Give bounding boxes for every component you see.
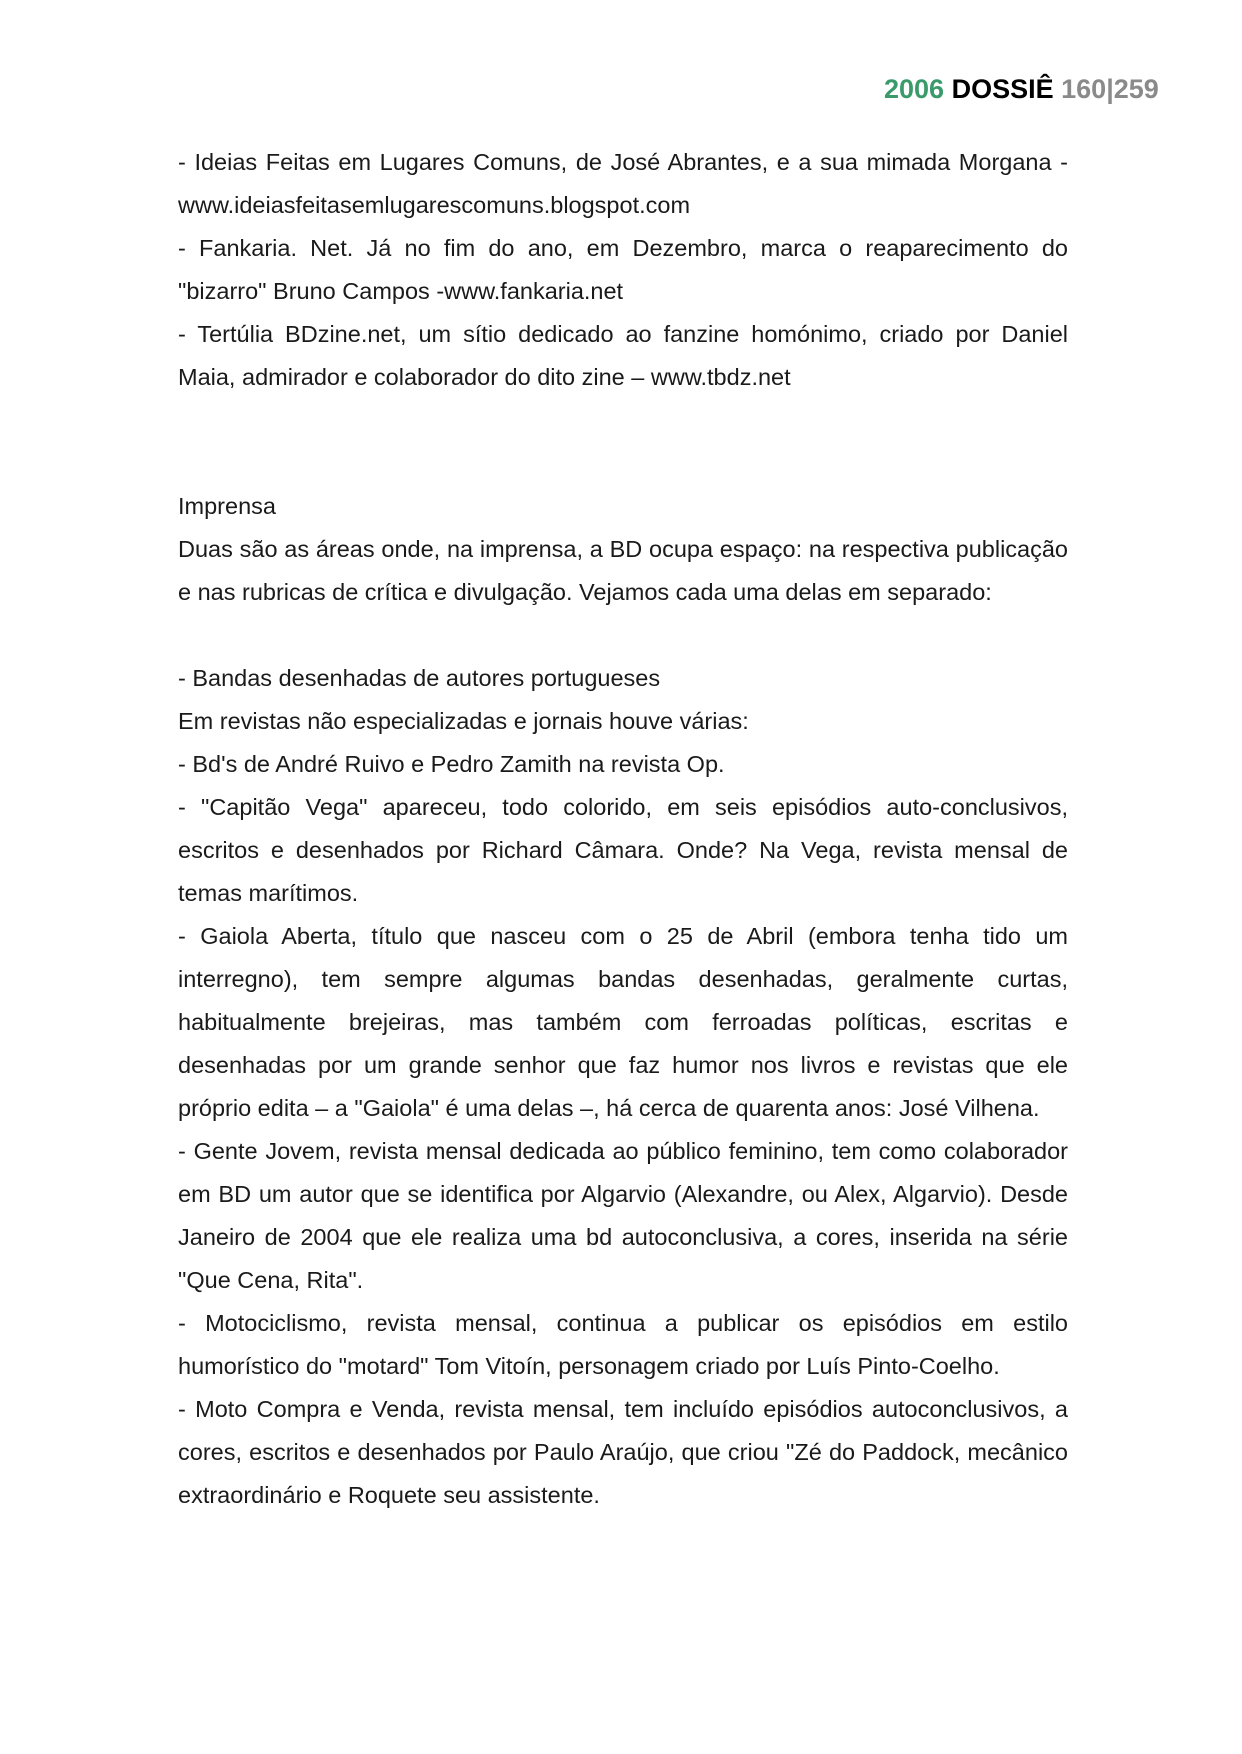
paragraph: - Motociclismo, revista mensal, continua a publicar os episódios em estilo humorístico do "motard" Tom Vitoín, personagem criado por Luís Pinto-Coelho. [178,1310,1068,1379]
paragraph: - Moto Compra e Venda, revista mensal, tem incluído episódios autoconclusivos, a cores, escritos e desenhados por Paulo Araújo, que criou "Zé do Paddock, mecânico extraordinário e Roquete seu assistente. [178,1396,1068,1508]
paragraph: - Bandas desenhadas de autores portugueses [178,665,661,691]
section-title: Imprensa [178,493,276,519]
header-page-number: 160|259 [1061,74,1159,104]
header-year: 2006 [884,74,945,104]
paragraph: - Gaiola Aberta, título que nasceu com o 25 de Abril (embora tenha tido um interregno), tem sempre algumas bandas desenhadas, geralmente curtas, habitualmente brejeiras, mas também com ferroadas políticas, escritas e desenhadas por um grande senhor que faz humor nos livros e revistas que ele próprio edita – a "Gaiola" é uma delas –, há cerca de quarenta anos: José Vilhena. [178,923,1068,1121]
paragraph: - "Capitão Vega" apareceu, todo colorido, em seis episódios auto-conclusivos, escritos e desenhados por Richard Câmara. Onde? Na Vega, revista mensal de temas marítimos. [178,794,1068,906]
header-title: DOSSIÊ [951,74,1054,104]
paragraph: - Fankaria. Net. Já no fim do ano, em Dezembro, marca o reaparecimento do "bizarro" Bruno Campos -www.fankaria.net [178,235,1068,304]
page-header [884,74,1159,105]
paragraph: Em revistas não especializadas e jornais houve várias: [178,708,749,734]
document-body [178,141,1068,1517]
paragraph: - Bd's de André Ruivo e Pedro Zamith na revista Op. [178,751,725,777]
paragraph: - Gente Jovem, revista mensal dedicada ao público feminino, tem como colaborador em BD um autor que se identifica por Algarvio (Alexandre, ou Alex, Algarvio). Desde Janeiro de 2004 que ele realiza uma bd autoconclusiva, a cores, inserida na série "Que Cena, Rita". [178,1138,1068,1293]
paragraph: Duas são as áreas onde, na imprensa, a BD ocupa espaço: na respectiva publicação e nas rubricas de crítica e divulgação. Vejamos cada uma delas em separado: [178,536,1068,605]
paragraph: - Ideias Feitas em Lugares Comuns, de José Abrantes, e a sua mimada Morgana - www.ideiasfeitasemlugarescomuns.blogspot.com [178,149,1068,218]
paragraph: - Tertúlia BDzine.net, um sítio dedicado ao fanzine homónimo, criado por Daniel Maia, admirador e colaborador do dito zine – www.tbdz.net [178,321,1068,390]
